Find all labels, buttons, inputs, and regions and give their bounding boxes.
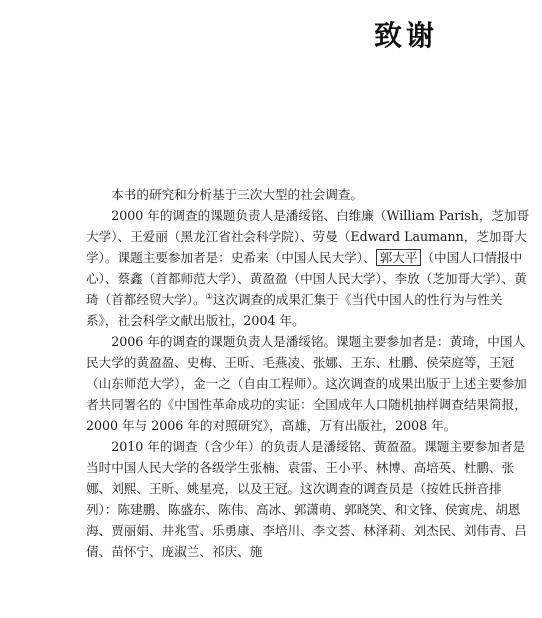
paragraph-2006-survey: 2006 年的调查的课题负责人是潘绥铭。课题主要参加者是：黄琦，中国人民大学的黄盈盈、史梅、王昕、毛燕凌、张娜、王东、杜鹏、侯荣庭等，王冠（山东师范大学），金一之（自由工程师）。这次调查的成果出版于上述主要参加者共同署名的《中国性革命成功的实证：全国成年人口随机抽样调查结果简报，2000 年与 2006 年的对照研究》，高雄，万有出版社，2008 年。 (86, 334, 527, 433)
acknowledgements-body (86, 184, 532, 562)
paragraph-2000-text-b: （中国人口情报中心）、蔡鑫（首都师范大学）、黄盈盈（中国人民大学）、李放（芝加哥大学）、黄琦（首都经贸大学）。 (86, 250, 527, 307)
page-title: 致谢 (373, 19, 438, 52)
paragraph-2000-survey (86, 205, 532, 331)
footnote-marker[interactable]: ① (205, 291, 213, 301)
paragraph-2010-survey: 2010 年的调查（含少年）的负责人是潘绥铭、黄盈盈。课题主要参加者是当时中国人民大学的各级学生张楠、袁雷、王小平、林博、高培英、杜鹏、张娜、刘熙、王昕、姚星亮，以及王冠。这次调查的调查员是（按姓氏拼音排列）：陈建鹏、陈盛东、陈伟、高冰、郭潇萌、郭晓笑、和文锋、侯寅虎、胡恩海、贾丽娟、井兆雪、乐勇康、李培川、李文荟、林泽莉、刘杰民、刘伟青、吕倩、苗怀宁、庞淑兰、祁庆、施 (86, 439, 527, 559)
paragraph-2000-text-a: 2000 年的调查的课题负责人是潘绥铭、白维廉（William Parish，芝加哥大学）、王爱丽（黑龙江省社会科学院）、劳曼（Edward Laumann，芝加哥大学）。课题主要参加者是：史希来（中国人民大学）、 (86, 208, 530, 265)
paragraph-intro: 本书的研究和分析基于三次大型的社会调查。 (111, 187, 364, 202)
boxed-name: 郭大平 (376, 249, 422, 266)
paragraph-2000-text-c: 这次调查的成果汇集于《当代中国人的性行为与性关系》，社会科学文献出版社，2004 年。 (86, 292, 503, 328)
